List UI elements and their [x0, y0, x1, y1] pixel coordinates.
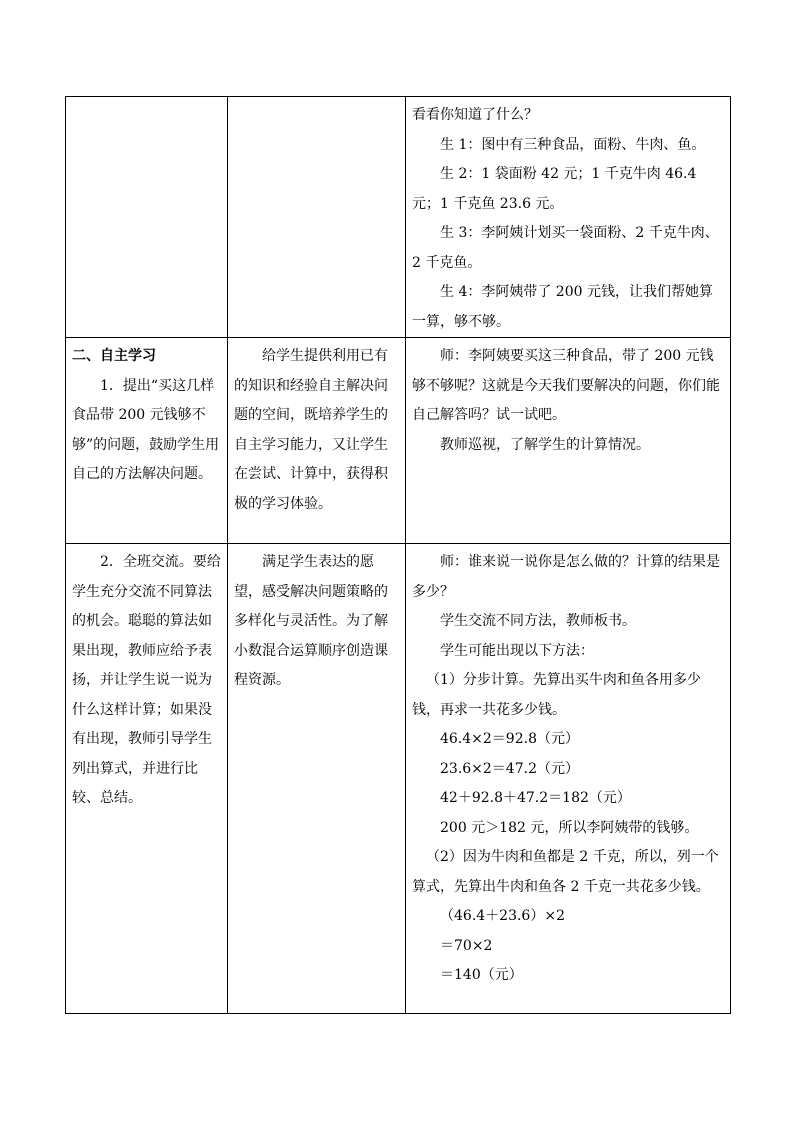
process-text: 2．全班交流。要给学生充分交流不同算法的机会。聪聪的算法如果出现，教师应给予表扬，并让学生说一说为什么这样计算；如果没有出现，教师引导学生列出算式，并进行比较、总结。	[72, 554, 221, 806]
cell-process	[66, 544, 228, 1014]
activity-text: 生 2：1 袋面粉 42 元；1 千克牛肉 46.4 元；1 千克鱼 23.6 元。	[412, 166, 697, 212]
formula-line: 23.6×2＝47.2（元）	[440, 760, 579, 777]
formula-line: （46.4＋23.6）×2	[440, 908, 565, 924]
activity-text: 生 4：李阿姨带了 200 元钱，让我们帮她算一算，够不够。	[412, 284, 713, 330]
table-row	[66, 544, 731, 1014]
activity-text: 师：谁来说一说你是怎么做的？计算的结果是多少？	[412, 554, 720, 600]
lesson-plan-table	[65, 96, 731, 1014]
intent-text: 满足学生表达的愿望，感受解决问题策略的多样化与灵活性。为了解小数混合运算顺序创造课程资源。	[234, 554, 388, 688]
activity-text: 生 3：李阿姨计划买一袋面粉、2 千克牛肉、2 千克鱼。	[412, 225, 719, 271]
cell-intent	[228, 338, 406, 544]
cell-activity	[406, 338, 731, 544]
intent-text: 给学生提供利用已有的知识和经验自主解决问题的空间，既培养学生的自主学习能力，又让学生在尝试、计算中，获得积极的学习体验。	[234, 348, 388, 512]
cell-process	[66, 338, 228, 544]
activity-text: 学生交流不同方法，教师板书。	[440, 613, 636, 629]
section-heading: 二、自主学习	[72, 348, 156, 364]
cell-intent	[228, 97, 406, 338]
activity-text: （1）分步计算。先算出买牛肉和鱼各用多少钱，再求一共花多少钱。	[412, 672, 701, 718]
formula-line: 46.4×2＝92.8（元）	[440, 731, 579, 747]
formula-line: ＝70×2	[440, 937, 493, 954]
activity-text: 师：李阿姨要买这三种食品，带了 200 元钱够不够呢？这就是今天我们要解决的问题，你们能自己解答吗？试一试吧。	[412, 348, 720, 423]
cell-intent	[228, 544, 406, 1014]
activity-text: 看看你知道了什么？	[412, 107, 538, 123]
cell-activity	[406, 97, 731, 338]
activity-text: 学生可能出现以下方法：	[440, 642, 594, 659]
activity-text: 200 元＞182 元，所以李阿姨带的钱够。	[440, 819, 699, 836]
activity-text: 生 1：图中有三种食品，面粉、牛肉、鱼。	[440, 136, 706, 153]
activity-text: （2）因为牛肉和鱼都是 2 千克，所以，列一个算式，先算出牛肉和鱼各 2 千克一共花多少钱。	[412, 849, 719, 895]
cell-process	[66, 97, 228, 338]
cell-activity	[406, 544, 731, 1014]
formula-line: 42＋92.8＋47.2＝182（元）	[440, 790, 631, 806]
activity-text: 教师巡视，了解学生的计算情况。	[440, 436, 650, 453]
formula-line: ＝140（元）	[440, 967, 523, 983]
process-text: 1．提出“买这几样食品带 200 元钱够不够”的问题，鼓励学生用自己的方法解决问题。	[72, 377, 220, 482]
table-row	[66, 338, 731, 544]
table-row	[66, 97, 731, 338]
